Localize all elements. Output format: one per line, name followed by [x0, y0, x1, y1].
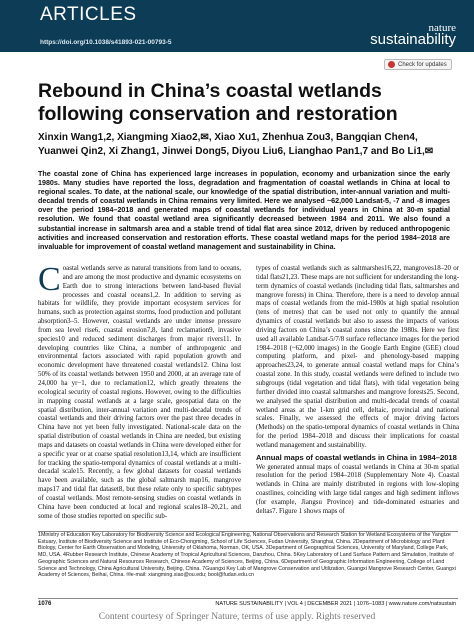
- body-column-right: [256, 265, 459, 517]
- check-updates-button[interactable]: [384, 59, 452, 70]
- section-heading: Annual maps of coastal wetlands in China in 1984–2018: [256, 452, 457, 462]
- page-number: 1076: [38, 601, 52, 607]
- crossmark-icon: [388, 61, 395, 68]
- author-list: Xinxin Wang1,2, Xiangming Xiao2,✉, Xiao Xu1, Zhenhua Zou3, Bangqian Chen4, Yuanwei Qin2, Xi Zhang1, Jinwei Dong5, Diyou Liu6, Lianghao Pan1,7 and Bo Li1,✉: [38, 132, 434, 157]
- footer-divider: [38, 598, 458, 599]
- journal-name-line1: nature: [428, 22, 456, 34]
- journal-name-line2: sustainability: [370, 31, 456, 48]
- journal-footer-info: NATURE SUSTAINABILITY | VOL 4 | DECEMBER 2021 | 1076–1083 | www.nature.com/natsustain: [215, 601, 456, 607]
- body-column-left: [38, 261, 242, 521]
- right-column-text: types of coastal wetlands such as saltmarshes16,22, mangroves18–20 or tidal flats21,23. These maps are not sufficient for understanding the long-term dynamics of coastal wetlands (including tidal flats, saltmarshes and mangrove forests) in China. Therefore, there is a need to develop annual maps of coastal wetlands from the mid-1980s at high spatial resolution (tens of metres) that can be used not only to quantify the annual dynamics of coastal wetlands but also to assess the impacts of various driving factors on China’s coastal zones since the 1980s. Here we first used all available Landsat-5/7/8 surface reflectance images for the period 1984–2018 (~62,000 images) in the Google Earth Engine (GEE) cloud computing platform, and pixel- and phenology-based mapping approaches23,24, to generate annual coastal wetland maps for China’s coastal zone. In this study, coastal wetlands were defined to include two subgroups (tidal vegetation and tidal flats), with tidal vegetation being further divided into coastal saltmarshes and mangrove forests25. Second, we analysed the spatial distribution and multi-decadal trends of coastal wetland areas at the 1-km grid cell, deltaic, provincial and national scales. Finally, we assessed the effects of major driving factors (Methods) on the spatio-temporal dynamics of coastal wetlands in China for the period 1984–2018 and discuss their implications for coastal wetland management and sustainability.: [256, 265, 459, 449]
- section-label: ARTICLES: [40, 4, 137, 25]
- left-column-text: oastal wetlands serve as natural transitions from land to oceans, and are among the most productive and dynamic ecosystems on Earth due to strong interactions between land-based fluvial processes and coastal oceans1,2. In addition to serving as habitats for wildlife, they provide important ecosystem services for humans, such as protection against storms, food production and pollutant absorption3–5. However, coastal wetlands are under intense pressure from sea level rise6, coastal erosion7,8, land reclamation9, invasive species10 and reduced sediment discharges from major rivers11. In developing countries like China, a number of anthropogenic and environmental factors associated with rapid population growth and economic development have threatened coastal wetlands12. China lost 50% of its coastal wetlands between 1950 and 2000, at an average rate of 24,000 ha yr−1, due to reclamation12, which greatly threatens the ecological security of coastal regions. However, owing to the difficulties in mapping coastal wetlands at a large scale, geospatial data on the spatial distribution, inter-annual variation and multi-decadal trends of coastal wetlands and their driving factors over the past three decades in China have not yet been fully investigated. National-scale data on the spatial distribution of coastal wetlands in China are needed, but existing maps and datasets on coastal wetlands in China were developed either for a specific year or at coarse spatial resolution13,14, which are insufficient for tracking the spatio-temporal dynamics of coastal wetlands at a multi-decadal scale15. Recently, a few global datasets for coastal wetlands have been available, such as the global saltmarsh map16, mangrove maps17 and tidal flat dataset8, but these relate only to specific subtypes of coastal wetlands. Most remote-sensing studies on coastal wetlands in China have been conducted at local and regional scales18–20,21, and some of those studies reported on specific sub-: [38, 265, 242, 520]
- doi-link[interactable]: https://doi.org/10.1038/s41893-021-00793-5: [40, 39, 172, 46]
- check-updates-label: Check for updates: [398, 61, 447, 68]
- article-title: Rebound in China’s coastal wetlands following conservation and restoration: [38, 80, 398, 125]
- courtesy-notice: Content courtesy of Springer Nature, terms of use apply. Rights reserved: [98, 612, 376, 622]
- affiliations: 1Ministry of Education Key Laboratory for Biodiversity Science and Ecological Engineering, National Observations and Research Station for Wetland Ecosystems of the Yangtze Estuary, Institute of Biodiversity Science and Institute of Eco-Chongming, School of Life Sciences, Fudan University, Shanghai, China. 2Department of Microbiology and Plant Biology, Center for Earth Observation and Modeling, University of Oklahoma, Norman, OK, USA. 3Department of Geographical Sciences, University of Maryland, College Park, MD, USA. 4Rubber Research Institute, Chinese Academy of Tropical Agricultural Sciences, Danzhou, China. 5Key Laboratory of Land Surface Pattern and Simulation, Institute of Geographic Sciences and Natural Resources Research, Chinese Academy of Sciences, Beijing, China. 6Department of Geographic Information Engineering, College of Land Science and Technology, China Agricultural University, Beijing, China. 7Guangxi Key Lab of Mangrove Conservation and Utilization, Guangxi Mangrove Research Center, Guangxi Academy of Sciences, Beihai, China. ✉e-mail: xiangming.xiao@ou.edu; bool@fudan.edu.cn: [38, 532, 456, 579]
- abstract: The coastal zone of China has experienced large increases in population, economy and urbanization since the early 1980s. Many studies have reported the loss, degradation and fragmentation of coastal wetlands in China at local to regional scales. To date, at the national scale, our knowledge of the spatial distribution, inter-annual variation and multi-decadal trends of coastal wetlands in China remains very limited. Here we analysed ~62,000 Landsat-5, -7 and -8 images over the period 1984–2018 and generated maps of coastal wetlands for individual years in China at 30-m spatial resolution. We found that coastal wetland area significantly decreased between 1984 and 2011. We also found a substantial increase in saltmarsh area and a stable trend of tidal flat area since 2012, driven by reduced anthropogenic activities and increased conservation and restoration efforts. These coastal wetland maps for the period 1984–2018 are invaluable for improvement of coastal wetland management and sustainability in China.: [38, 170, 450, 251]
- drop-cap: C: [38, 261, 61, 298]
- section-text: We generated annual maps of coastal wetlands in China at 30-m spatial resolution for the period 1984–2018 (Supplementary Note 4). Coastal wetlands in China are mainly distributed in regions with low-sloping coastlines, coinciding with large tidal ranges and high sediment inflows (for example, Jiangsu Province) and tide-dominated estuaries and deltas7. Figure 1 shows maps of: [256, 463, 459, 515]
